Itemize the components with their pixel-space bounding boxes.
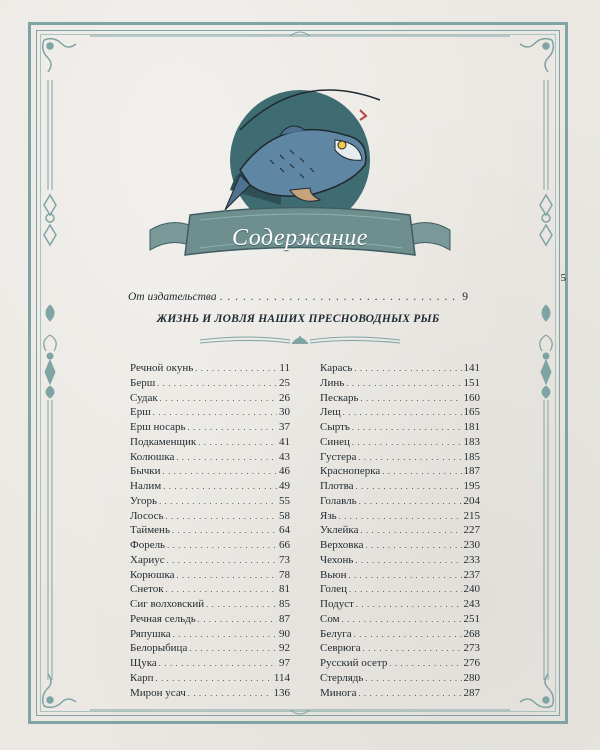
leader-dots: [159, 495, 277, 510]
toc-entry-page: 11: [279, 362, 290, 374]
leader-dots: [358, 687, 461, 702]
toc-entry-title: Ерш: [130, 406, 151, 419]
toc-entry-page: 165: [463, 406, 480, 419]
toc-entry-title: Плотва: [320, 480, 354, 492]
leader-dots: [198, 436, 277, 451]
toc-entry-title: Ряпушка: [130, 627, 171, 640]
toc-entry[interactable]: [130, 627, 290, 642]
toc-entry-page: 280: [463, 671, 480, 684]
lure-icon: [360, 110, 366, 120]
leader-dots: [339, 510, 462, 525]
toc-entry-page: 85: [279, 598, 290, 610]
publisher-entry-label: От издательства: [128, 291, 217, 303]
contents-title: Содержание: [232, 225, 368, 251]
leader-dots: [360, 524, 461, 539]
leader-dots: [342, 613, 462, 628]
toc-entry[interactable]: [130, 671, 290, 686]
toc-entry[interactable]: [130, 494, 290, 509]
toc-entry-title: Чехонь: [320, 553, 354, 566]
toc-entry[interactable]: [130, 479, 290, 494]
toc-entry-page: 49: [279, 480, 290, 492]
toc-entry[interactable]: [130, 553, 290, 568]
page-number: 5: [560, 272, 566, 284]
toc-entry-title: Уклейка: [320, 524, 359, 537]
toc-entry-page: 273: [463, 642, 480, 655]
leader-dots: [361, 392, 462, 407]
toc-entry-title: Пескарь: [320, 391, 359, 404]
toc-entry[interactable]: [130, 656, 290, 671]
toc-entry-title: Сом: [320, 612, 340, 625]
toc-entry-page: 233: [463, 553, 480, 566]
toc-entry[interactable]: [130, 509, 290, 524]
section-divider-ornament: [200, 330, 400, 350]
toc-entry-title: Колюшка: [130, 450, 175, 463]
toc-entry-title: Берш: [130, 376, 156, 389]
toc-entry[interactable]: [320, 671, 480, 686]
toc-entry-page: 183: [463, 435, 480, 448]
toc-entry-page: 37: [279, 421, 290, 433]
toc-entry-title: Форель: [130, 539, 166, 551]
toc-entry-page: 46: [279, 465, 290, 478]
toc-entry-page: 240: [463, 583, 480, 596]
toc-entry[interactable]: [130, 597, 290, 612]
toc-entry-page: 58: [279, 509, 290, 522]
toc-entry-page: 230: [463, 539, 480, 551]
leader-dots: [220, 291, 460, 303]
toc-entry[interactable]: [130, 450, 290, 465]
toc-entry-page: 215: [463, 509, 480, 522]
toc-entry-title: Голавль: [320, 494, 357, 507]
toc-left-column: [130, 361, 290, 700]
publisher-entry[interactable]: [128, 291, 468, 307]
toc-entry-title: Лосось: [130, 509, 164, 522]
toc-entry[interactable]: [320, 479, 480, 494]
toc-entry[interactable]: [320, 391, 480, 406]
leader-dots: [195, 362, 277, 377]
toc-entry-page: 160: [463, 391, 480, 404]
leader-dots: [163, 480, 277, 495]
toc-entry-page: 195: [463, 480, 480, 492]
toc-entry[interactable]: [130, 420, 290, 435]
leader-dots: [356, 480, 462, 495]
leader-dots: [173, 628, 277, 643]
toc-entry-page: 66: [279, 539, 290, 551]
leader-dots: [162, 465, 277, 480]
toc-entry-page: 151: [463, 376, 480, 389]
toc-entry[interactable]: [130, 612, 290, 627]
toc-entry-title: Речной окунь: [130, 362, 194, 374]
toc-entry[interactable]: [320, 686, 480, 701]
leader-dots: [206, 598, 277, 613]
leader-dots: [356, 598, 462, 613]
toc-entry-page: 97: [279, 657, 290, 669]
leader-dots: [349, 583, 461, 598]
leader-dots: [177, 569, 277, 584]
toc-entry-title: Сырть: [320, 421, 350, 433]
leader-dots: [166, 583, 277, 598]
leader-dots: [343, 406, 462, 421]
toc-entry[interactable]: [130, 361, 290, 376]
toc-entry-title: Густера: [320, 450, 357, 463]
toc-entry-page: 287: [463, 686, 480, 699]
toc-entry-page: 26: [279, 391, 290, 404]
toc-entry[interactable]: [320, 464, 480, 479]
leader-dots: [153, 406, 277, 421]
toc-entry[interactable]: [320, 538, 480, 553]
toc-entry-title: Сиг волховский: [130, 598, 205, 610]
toc-entry-page: 87: [279, 612, 290, 625]
toc-entry-page: 92: [279, 642, 290, 655]
toc-entry-title: Подкаменщик: [130, 435, 197, 448]
toc-entry-title: Снеток: [130, 583, 164, 596]
toc-entry[interactable]: [320, 361, 480, 376]
leader-dots: [198, 613, 277, 628]
toc-entry-title: Ерш носарь: [130, 421, 186, 433]
toc-entry-title: Вьюн: [320, 568, 347, 581]
toc-entry-title: Корюшка: [130, 568, 175, 581]
toc-entry-title: Бычки: [130, 465, 161, 478]
toc-entry[interactable]: [320, 509, 480, 524]
toc-entry[interactable]: [320, 494, 480, 509]
leader-dots: [355, 554, 461, 569]
toc-entry-title: Минога: [320, 686, 357, 699]
toc-entry[interactable]: [320, 420, 480, 435]
toc-entry[interactable]: [130, 582, 290, 597]
toc-entry-title: Карась: [320, 362, 353, 374]
toc-entry[interactable]: [320, 568, 480, 583]
leader-dots: [172, 524, 277, 539]
leader-dots: [188, 421, 277, 436]
leader-dots: [363, 642, 462, 657]
toc-entry-title: Щука: [130, 657, 157, 669]
section-heading: ЖИЗНЬ И ЛОВЛЯ НАШИХ ПРЕСНОВОДНЫХ РЫБ: [156, 313, 440, 325]
toc-entry-title: Речная сельдь: [130, 612, 196, 625]
leader-dots: [382, 465, 461, 480]
toc-entry[interactable]: [130, 538, 290, 553]
toc-entry[interactable]: [130, 405, 290, 420]
toc-entry-title: Белуга: [320, 627, 352, 640]
toc-entry-page: 243: [463, 598, 480, 610]
leader-dots: [348, 569, 461, 584]
toc-entry[interactable]: [130, 391, 290, 406]
toc-entry-title: Судак: [130, 391, 158, 404]
toc-entry-title: Севрюга: [320, 642, 361, 655]
toc-entry-title: Лещ: [320, 406, 341, 419]
toc-entry-page: 237: [463, 568, 480, 581]
toc-entry[interactable]: [130, 523, 290, 538]
toc-entry-title: Карп: [130, 671, 154, 684]
toc-entry[interactable]: [320, 450, 480, 465]
toc-entry-page: 30: [279, 406, 290, 419]
toc-entry[interactable]: [130, 641, 290, 656]
toc-entry-page: 136: [273, 686, 290, 699]
leader-dots: [389, 657, 461, 672]
publisher-entry-page: 9: [462, 291, 468, 303]
toc-entry-page: 25: [279, 376, 290, 389]
toc-entry[interactable]: [320, 627, 480, 642]
toc-entry-title: Налим: [130, 480, 162, 492]
toc-entry-title: Угорь: [130, 494, 158, 507]
leader-dots: [352, 421, 462, 436]
toc-entry-page: 227: [463, 524, 480, 537]
leader-dots: [354, 362, 461, 377]
toc-entry-page: 181: [463, 421, 480, 433]
toc-entry[interactable]: [130, 568, 290, 583]
leader-dots: [160, 392, 277, 407]
leader-dots: [189, 642, 277, 657]
toc-entry-title: Синец: [320, 435, 350, 448]
toc-entry[interactable]: [320, 641, 480, 656]
leader-dots: [365, 672, 461, 687]
toc-entry[interactable]: [130, 376, 290, 391]
toc-entry-title: Голец: [320, 583, 348, 596]
toc-entry[interactable]: [320, 405, 480, 420]
toc-entry[interactable]: [130, 464, 290, 479]
toc-entry-title: Таймень: [130, 524, 170, 537]
leader-dots: [167, 539, 277, 554]
toc-entry-page: 73: [279, 553, 290, 566]
toc-entry[interactable]: [320, 582, 480, 597]
toc-entry-page: 64: [279, 524, 290, 537]
toc-entry[interactable]: [320, 656, 480, 671]
toc-entry-page: 41: [279, 435, 290, 448]
toc-entry-page: 90: [279, 627, 290, 640]
toc-entry[interactable]: [320, 612, 480, 627]
leader-dots: [359, 495, 462, 510]
leader-dots: [352, 436, 462, 451]
toc-entry-page: 268: [463, 627, 480, 640]
toc-entry-page: 276: [463, 657, 480, 669]
toc-entry-page: 187: [463, 465, 480, 478]
toc-entry-title: Белорыбица: [130, 642, 188, 655]
toc-entry[interactable]: [320, 435, 480, 450]
toc-entry-page: 204: [463, 494, 480, 507]
toc-entry-page: 185: [463, 450, 480, 463]
toc-entry-page: 251: [463, 612, 480, 625]
toc-entry-title: Верховка: [320, 539, 364, 551]
toc-entry[interactable]: [130, 435, 290, 450]
leader-dots: [166, 510, 277, 525]
toc-entry-title: Стерлядь: [320, 671, 364, 684]
toc-entry[interactable]: [320, 523, 480, 538]
leader-dots: [155, 672, 271, 687]
toc-entry-title: Язь: [320, 509, 337, 522]
toc-entry-title: Русский осетр: [320, 657, 388, 669]
toc-entry[interactable]: [320, 376, 480, 391]
leader-dots: [157, 377, 277, 392]
leader-dots: [176, 451, 277, 466]
leader-dots: [358, 451, 461, 466]
leader-dots: [346, 377, 461, 392]
toc-entry-title: Хариус: [130, 553, 165, 566]
leader-dots: [366, 539, 462, 554]
toc-entry-page: 141: [463, 362, 480, 374]
toc-entry[interactable]: [320, 597, 480, 612]
toc-entry[interactable]: [130, 686, 290, 701]
toc-entry-title: Линь: [320, 376, 345, 389]
toc-entry-title: Подуст: [320, 598, 354, 610]
toc-entry-title: Мирон усач: [130, 686, 186, 699]
leader-dots: [167, 554, 277, 569]
toc-entry-page: 43: [279, 450, 290, 463]
toc-entry-page: 114: [273, 671, 290, 684]
toc-entry-page: 81: [279, 583, 290, 596]
leader-dots: [188, 687, 272, 702]
toc-entry-page: 55: [279, 494, 290, 507]
leader-dots: [159, 657, 277, 672]
leader-dots: [354, 628, 462, 643]
toc-entry[interactable]: [320, 553, 480, 568]
toc-entry-page: 78: [279, 568, 290, 581]
toc-right-column: [320, 361, 480, 700]
toc-entry-title: Краснoперка: [320, 465, 381, 478]
